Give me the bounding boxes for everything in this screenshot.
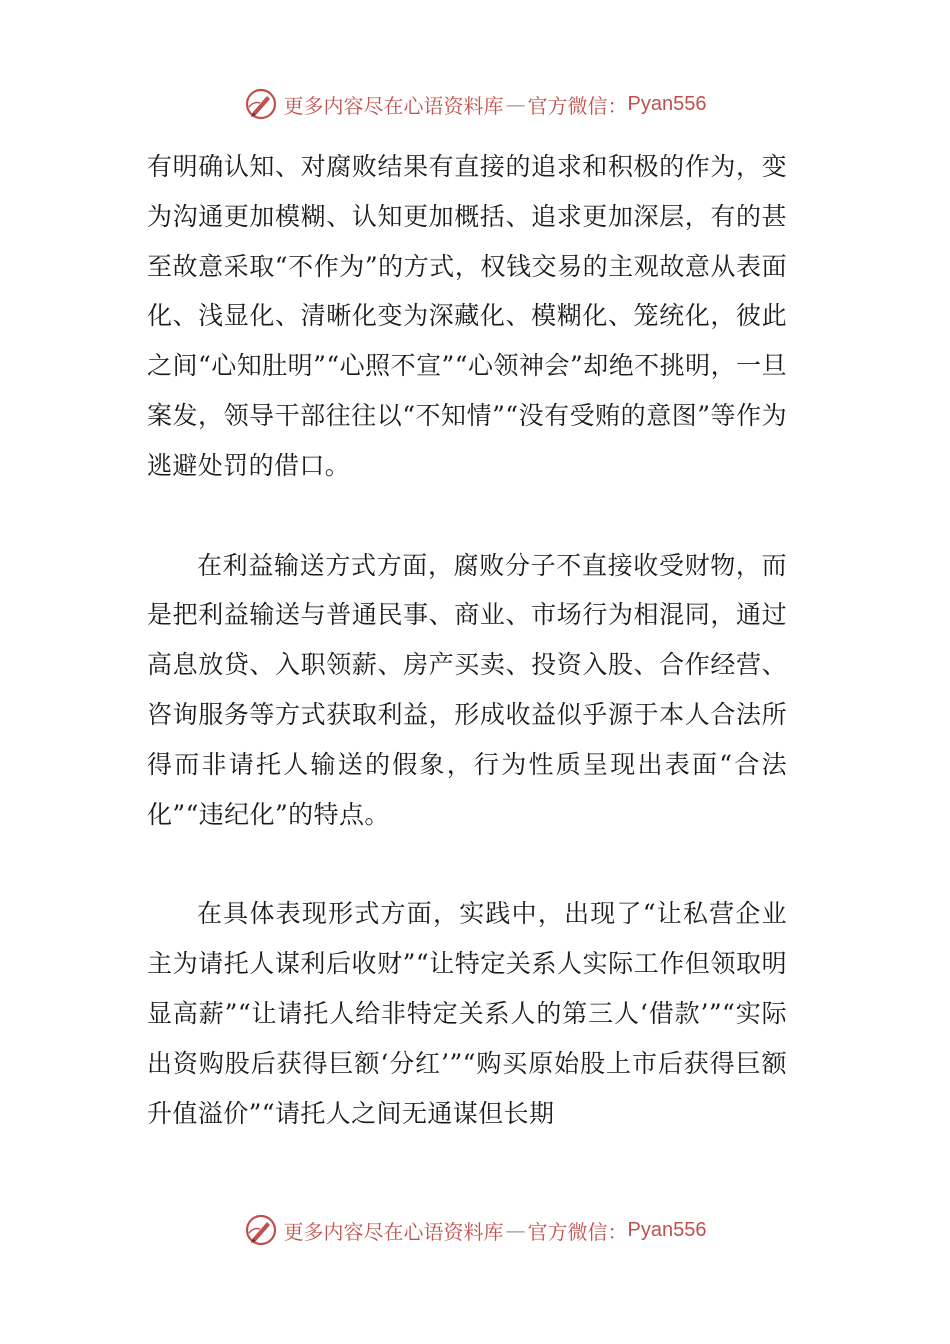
banner-dash: — [505,1218,526,1242]
banner-wechat-id: Pyan556 [627,92,707,115]
banner-text: 更多内容尽在心语资料库 [283,93,504,118]
paragraph: 有明确认知、对腐败结果有直接的追求和积极的作为，变为沟通更加模糊、认知更加概括、追求更加深层，有的甚至故意采取“不作为”的方式，权钱交易的主观故意从表面化、浅显化、清晰化变为深藏化、模糊化、笼统化，彼此之间“心知肚明”“心照不宣”“心领神会”却绝不挑明，一旦案发，领导干部往往以“不知情”“没有受贿的意图”等作为逃避处罚的借口。 [147,152,787,480]
banner-label: 官方微信： [527,1219,628,1244]
banner-text: 更多内容尽在心语资料库 [283,1219,504,1244]
document-body [147,142,787,1188]
banner-dash: — [505,92,526,116]
footer-banner [0,1210,950,1250]
banner-wechat-id: Pyan556 [627,1218,707,1241]
pen-logo-icon [244,1213,278,1247]
banner-label: 官方微信： [527,93,628,118]
header-banner [0,84,950,124]
paragraph: 在利益输送方式方面，腐败分子不直接收受财物，而是把利益输送与普通民事、商业、市场行为相混同，通过高息放贷、入职领薪、房产买卖、投资入股、合作经营、咨询服务等方式获取利益，形成收益似乎源于本人合法所得而非请托人输送的假象，行为性质呈现出表面“合法化”“违纪化”的特点。 [147,550,787,829]
paragraph: 在具体表现形式方面，实践中，出现了“让私营企业主为请托人谋利后收财”“让特定关系人实际工作但领取明显高薪”“让请托人给非特定关系人的第三人‘借款’”“实际出资购股后获得巨额‘分红’”“购买原始股上市后获得巨额升值溢价”“请托人之间无通谋但长期 [147,899,787,1128]
pen-logo-icon [244,87,278,121]
